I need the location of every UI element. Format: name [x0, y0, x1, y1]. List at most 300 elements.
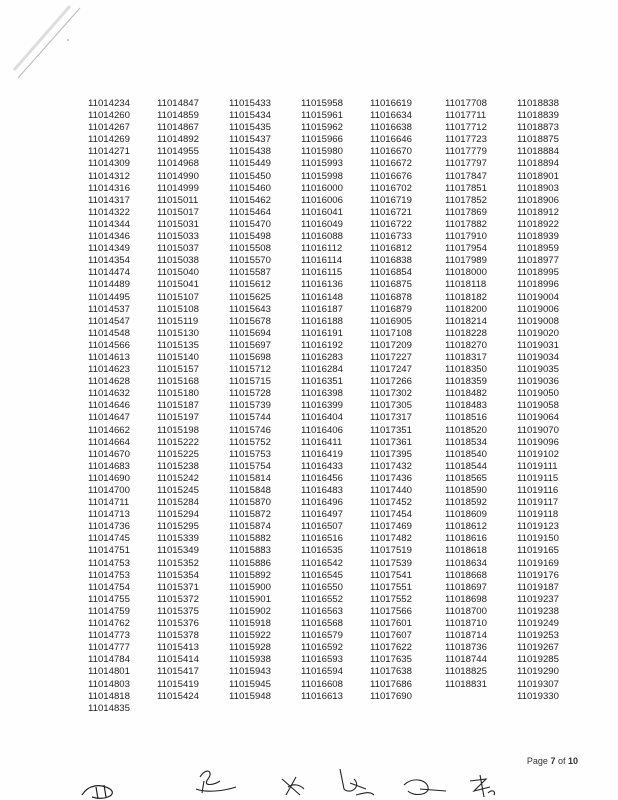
number-cell: 11015238 — [157, 460, 199, 472]
number-cell: 11018697 — [445, 581, 487, 593]
number-cell: 11019187 — [517, 581, 559, 593]
number-cell: 11017711 — [445, 110, 487, 122]
number-cell: 11015222 — [157, 436, 199, 448]
number-cell: 11018182 — [445, 291, 487, 303]
number-cell: 11017910 — [445, 231, 487, 243]
number-cell: 11019150 — [517, 533, 559, 545]
number-cell: 11014955 — [157, 146, 199, 158]
signature-6 — [470, 775, 495, 797]
number-column — [445, 98, 517, 715]
number-cell: 11015922 — [229, 630, 271, 642]
number-cell: 11017395 — [370, 448, 412, 460]
number-cell: 11018214 — [445, 315, 487, 327]
number-cell: 11015376 — [157, 618, 199, 630]
number-cell: 11015413 — [157, 642, 199, 654]
number-cell: 11017209 — [370, 339, 412, 351]
number-cell: 11016456 — [301, 472, 343, 484]
number-cell: 11014646 — [88, 400, 130, 412]
number-cell: 11015612 — [229, 279, 271, 291]
number-cell: 11015753 — [229, 448, 271, 460]
number-cell: 11019249 — [517, 618, 559, 630]
number-cell: 11017539 — [370, 557, 412, 569]
number-cell: 11017723 — [445, 134, 487, 146]
number-cell: 11015040 — [157, 267, 199, 279]
number-cell: 11014968 — [157, 158, 199, 170]
number-cell: 11016535 — [301, 545, 343, 557]
number-cell: 11019238 — [517, 605, 559, 617]
number-cell: 11019307 — [517, 678, 559, 690]
number-cell: 11017779 — [445, 146, 487, 158]
number-cell: 11014777 — [88, 642, 130, 654]
number-cell: 11018516 — [445, 412, 487, 424]
number-cell: 11017551 — [370, 581, 412, 593]
number-cell: 11014773 — [88, 630, 130, 642]
number-cell: 11015848 — [229, 485, 271, 496]
number-cell: 11016579 — [301, 630, 343, 642]
number-cell: 11015883 — [229, 545, 271, 557]
signature-3 — [282, 777, 304, 795]
number-cell: 11018668 — [445, 569, 487, 581]
number-cell: 11016550 — [301, 581, 343, 593]
number-cell: 11015882 — [229, 533, 271, 545]
number-cell: 11018959 — [517, 243, 559, 255]
number-cell: 11017552 — [370, 593, 412, 605]
number-cell: 11016191 — [301, 327, 343, 339]
number-cell: 11014613 — [88, 351, 130, 363]
number-cell: 11016112 — [301, 243, 343, 255]
number-cell: 11017361 — [370, 436, 412, 448]
number-cell: 11014547 — [88, 315, 130, 327]
number-cell: 11017607 — [370, 630, 412, 642]
number-cell: 11019102 — [517, 448, 559, 460]
number-cell: 11019070 — [517, 424, 559, 436]
number-cell: 11016719 — [370, 194, 412, 206]
number-cell: 11016875 — [370, 279, 412, 291]
number-cell: 11019285 — [517, 654, 559, 666]
number-cell: 11015980 — [301, 146, 343, 158]
number-cell: 11017601 — [370, 618, 412, 630]
number-column — [301, 98, 370, 715]
number-cell: 11014690 — [88, 472, 130, 484]
number-cell: 11019118 — [517, 509, 559, 521]
number-cell: 11015450 — [229, 170, 271, 182]
number-cell: 11018825 — [445, 666, 487, 678]
number-cell: 11019267 — [517, 642, 559, 654]
number-cell: 11014713 — [88, 509, 130, 521]
number-cell: 11015414 — [157, 654, 199, 666]
number-cell: 11019253 — [517, 630, 559, 642]
number-cell: 11016545 — [301, 569, 343, 581]
number-cell: 11014344 — [88, 218, 130, 230]
number-cell: 11016905 — [370, 315, 412, 327]
number-cell: 11015587 — [229, 267, 271, 279]
number-cell: 11015945 — [229, 678, 271, 690]
number-cell: 11014847 — [157, 98, 199, 109]
page-of: of — [555, 756, 568, 766]
number-cell: 11017797 — [445, 158, 487, 170]
number-cell: 11018482 — [445, 388, 487, 400]
number-cell: 11016115 — [301, 267, 343, 279]
number-cell: 11015625 — [229, 291, 271, 303]
number-cell: 11019035 — [517, 364, 559, 376]
number-cell: 11015754 — [229, 460, 271, 472]
number-cell: 11016088 — [301, 231, 343, 243]
number-cell: 11014647 — [88, 412, 130, 424]
number-cell: 11015643 — [229, 303, 271, 315]
number-cell: 11018228 — [445, 327, 487, 339]
number-cell: 11018901 — [517, 170, 559, 182]
number-cell: 11016496 — [301, 497, 343, 509]
number-cell: 11016592 — [301, 642, 343, 654]
number-cell: 11015140 — [157, 351, 199, 363]
number-cell: 11014495 — [88, 291, 130, 303]
number-cell: 11015570 — [229, 255, 271, 267]
signature-5 — [404, 780, 446, 795]
number-cell: 11015017 — [157, 206, 199, 218]
number-cell: 11018350 — [445, 364, 487, 376]
number-cell: 11015107 — [157, 291, 199, 303]
number-cell: 11015697 — [229, 339, 271, 351]
number-cell: 11015470 — [229, 218, 271, 230]
number-cell: 11018590 — [445, 485, 487, 496]
number-cell: 11017638 — [370, 666, 412, 678]
number-cell: 11017452 — [370, 497, 412, 509]
number-cell: 11015449 — [229, 158, 271, 170]
number-cell: 11015752 — [229, 436, 271, 448]
number-cell: 11015352 — [157, 557, 199, 569]
number-cell: 11015424 — [157, 690, 199, 702]
number-cell: 11015678 — [229, 315, 271, 327]
number-cell: 11018609 — [445, 509, 487, 521]
number-cell: 11015417 — [157, 666, 199, 678]
number-cell: 11015943 — [229, 666, 271, 678]
number-cell: 11019020 — [517, 327, 559, 339]
number-cell: 11015744 — [229, 412, 271, 424]
number-cell: 11014753 — [88, 569, 130, 581]
number-cell: 11018977 — [517, 255, 559, 267]
number-cell: 11016638 — [370, 122, 412, 134]
number-cell: 11014803 — [88, 678, 130, 690]
number-cell: 11017108 — [370, 327, 412, 339]
number-cell: 11014269 — [88, 134, 130, 146]
number-cell: 11015918 — [229, 618, 271, 630]
number-cell: 11018710 — [445, 618, 487, 630]
number-cell: 11016192 — [301, 339, 343, 351]
number-cell: 11015508 — [229, 243, 271, 255]
number-cell: 11015198 — [157, 424, 199, 436]
number-cell: 11017247 — [370, 364, 412, 376]
number-cell: 11018894 — [517, 158, 559, 170]
number-cell: 11014632 — [88, 388, 130, 400]
number-cell: 11018520 — [445, 424, 487, 436]
page-label: Page — [526, 756, 551, 766]
number-cell: 11016497 — [301, 509, 343, 521]
number-cell: 11016634 — [370, 110, 412, 122]
number-cell: 11019290 — [517, 666, 559, 678]
number-cell: 11017622 — [370, 642, 412, 654]
number-cell: 11018618 — [445, 545, 487, 557]
number-cell: 11016398 — [301, 388, 343, 400]
number-cell: 11018118 — [445, 279, 487, 291]
number-cell: 11015225 — [157, 448, 199, 460]
number-cell: 11017302 — [370, 388, 412, 400]
number-cell: 11015712 — [229, 364, 271, 376]
number-cell: 11014762 — [88, 618, 130, 630]
number-cell: 11017690 — [370, 690, 412, 702]
number-cell: 11016593 — [301, 654, 343, 666]
number-cell: 11019111 — [517, 460, 558, 472]
number-cell: 11018744 — [445, 654, 487, 666]
number-cell: 11014260 — [88, 110, 130, 122]
number-cell: 11014271 — [88, 146, 130, 158]
number-cell: 11016187 — [301, 303, 343, 315]
number-cell: 11014818 — [88, 690, 130, 702]
number-cell: 11016646 — [370, 134, 412, 146]
number-cell: 11015901 — [229, 593, 271, 605]
number-cell: 11015928 — [229, 642, 271, 654]
number-cell: 11016351 — [301, 376, 343, 388]
number-cell: 11018939 — [517, 231, 559, 243]
number-cell: 11018200 — [445, 303, 487, 315]
number-cell: 11014759 — [88, 605, 130, 617]
number-cell: 11017482 — [370, 533, 412, 545]
number-cell: 11017440 — [370, 485, 412, 496]
number-cell: 11014867 — [157, 122, 199, 134]
number-cell: 11016672 — [370, 158, 412, 170]
number-cell: 11015011 — [157, 194, 199, 206]
number-cell: 11017266 — [370, 376, 412, 388]
number-cell: 11015197 — [157, 412, 199, 424]
number-cell: 11018359 — [445, 376, 487, 388]
number-cell: 11019116 — [517, 485, 559, 496]
number-cell: 11017852 — [445, 194, 487, 206]
number-cell: 11015938 — [229, 654, 271, 666]
number-cell: 11018714 — [445, 630, 487, 642]
number-cell: 11018922 — [517, 218, 559, 230]
number-cell: 11015354 — [157, 569, 199, 581]
number-cell: 11018884 — [517, 146, 559, 158]
number-cell: 11016619 — [370, 98, 412, 109]
number-column — [517, 98, 577, 715]
number-cell: 11016879 — [370, 303, 412, 315]
number-cell: 11017227 — [370, 351, 412, 363]
number-cell: 11018634 — [445, 557, 487, 569]
number-cell: 11015962 — [301, 122, 343, 134]
number-cell: 11018000 — [445, 267, 487, 279]
number-cell: 11018534 — [445, 436, 487, 448]
number-cell: 11015433 — [229, 98, 271, 109]
number-cell: 11018270 — [445, 339, 487, 351]
number-cell: 11014664 — [88, 436, 130, 448]
number-cell: 11016721 — [370, 206, 412, 218]
number-cell: 11015033 — [157, 231, 199, 243]
number-cell: 11019165 — [517, 545, 559, 557]
number-cell: 11015168 — [157, 376, 199, 388]
number-cell: 11014784 — [88, 654, 130, 666]
number-cell: 11015339 — [157, 533, 199, 545]
number-cell: 11018873 — [517, 122, 559, 134]
number-cell: 11016041 — [301, 206, 343, 218]
number-cell: 11019034 — [517, 351, 559, 363]
number-cell: 11015378 — [157, 630, 199, 642]
number-cell: 11018839 — [517, 110, 559, 122]
number-cell: 11019096 — [517, 436, 559, 448]
number-cell: 11018592 — [445, 497, 487, 509]
number-cell: 11015462 — [229, 194, 271, 206]
number-cell: 11015739 — [229, 400, 271, 412]
number-cell: 11017454 — [370, 509, 412, 521]
number-cell: 11017712 — [445, 122, 487, 134]
number-cell: 11017519 — [370, 545, 412, 557]
number-cell: 11015130 — [157, 327, 199, 339]
number-cell: 11016702 — [370, 182, 412, 194]
number-cell: 11016433 — [301, 460, 343, 472]
number-cell: 11014316 — [88, 182, 130, 194]
number-cell: 11018700 — [445, 605, 487, 617]
number-cell: 11015814 — [229, 472, 271, 484]
number-cell: 11015694 — [229, 327, 271, 339]
number-cell: 11017351 — [370, 424, 412, 436]
number-cell: 11017882 — [445, 218, 487, 230]
number-cell: 11017635 — [370, 654, 412, 666]
number-cell: 11016594 — [301, 666, 343, 678]
number-cell: 11014755 — [88, 593, 130, 605]
number-cell: 11018831 — [445, 678, 487, 690]
number-cell: 11016613 — [301, 690, 343, 702]
number-cell: 11018317 — [445, 351, 487, 363]
number-cell: 11015294 — [157, 509, 199, 521]
number-cell: 11016878 — [370, 291, 412, 303]
number-cell: 11016000 — [301, 182, 343, 194]
number-cell: 11017989 — [445, 255, 487, 267]
number-cell: 11014317 — [88, 194, 130, 206]
number-cell: 11016419 — [301, 448, 343, 460]
number-cell: 11015295 — [157, 521, 199, 533]
number-cell: 11015242 — [157, 472, 199, 484]
number-cell: 11019123 — [517, 521, 559, 533]
number-cell: 11015435 — [229, 122, 271, 134]
number-cell: 11016608 — [301, 678, 343, 690]
number-cell: 11015180 — [157, 388, 199, 400]
number-cell: 11018906 — [517, 194, 559, 206]
number-cell: 11019008 — [517, 315, 559, 327]
number-cell: 11018544 — [445, 460, 487, 472]
number-cell: 11015038 — [157, 255, 199, 267]
number-cell: 11015464 — [229, 206, 271, 218]
number-cell: 11014628 — [88, 376, 130, 388]
number-cell: 11017432 — [370, 460, 412, 472]
number-cell: 11017469 — [370, 521, 412, 533]
number-cell: 11016136 — [301, 279, 343, 291]
number-cell: 11014736 — [88, 521, 130, 533]
page-fold-mark — [0, 0, 90, 90]
number-cell: 11014745 — [88, 533, 130, 545]
number-cell: 11019036 — [517, 376, 559, 388]
number-cell: 11017541 — [370, 569, 412, 581]
number-cell: 11014711 — [88, 497, 130, 509]
number-cell: 11015135 — [157, 339, 199, 351]
number-cell: 11014683 — [88, 460, 130, 472]
number-cell: 11014322 — [88, 206, 130, 218]
number-cell: 11015157 — [157, 364, 199, 376]
number-cell: 11017869 — [445, 206, 487, 218]
number-cell: 11016049 — [301, 218, 343, 230]
number-cell: 11016411 — [301, 436, 343, 448]
number-cell: 11018616 — [445, 533, 487, 545]
number-column — [157, 98, 229, 715]
signature-1 — [82, 785, 112, 799]
page-current: 7 — [550, 756, 556, 766]
number-cell: 11015437 — [229, 134, 271, 146]
number-cell: 11015728 — [229, 388, 271, 400]
number-cell: 11014548 — [88, 327, 130, 339]
number-cell: 11017686 — [370, 678, 412, 690]
number-cell: 11019004 — [517, 291, 559, 303]
signature-4 — [340, 769, 374, 795]
number-cell: 11019058 — [517, 400, 559, 412]
number-cell: 11016733 — [370, 231, 412, 243]
number-cell: 11015419 — [157, 678, 199, 690]
number-cell: 11016568 — [301, 618, 343, 630]
number-cell: 11015993 — [301, 158, 343, 170]
number-cell: 11018612 — [445, 521, 487, 533]
number-cell: 11015998 — [301, 170, 343, 182]
number-cell: 11016148 — [301, 291, 343, 303]
number-cell: 11017954 — [445, 243, 487, 255]
number-cell: 11015372 — [157, 593, 199, 605]
number-cell: 11018996 — [517, 279, 559, 291]
number-cell: 11015438 — [229, 146, 271, 158]
number-cell: 11019115 — [517, 472, 559, 484]
number-cell: 11014349 — [88, 243, 130, 255]
number-cell: 11018736 — [445, 642, 487, 654]
number-cell: 11017436 — [370, 472, 412, 484]
number-cell: 11019176 — [517, 569, 559, 581]
number-cell: 11014474 — [88, 267, 130, 279]
number-cell: 11015375 — [157, 605, 199, 617]
number-cell: 11015498 — [229, 231, 271, 243]
number-cell: 11019330 — [517, 690, 559, 702]
number-cell: 11016722 — [370, 218, 412, 230]
number-cell: 11015041 — [157, 279, 199, 291]
number-cell: 11014670 — [88, 448, 130, 460]
number-cell: 11014751 — [88, 545, 130, 557]
number-cell: 11016854 — [370, 267, 412, 279]
number-cell: 11014999 — [157, 182, 199, 194]
number-cell: 11014835 — [88, 702, 130, 714]
number-cell: 11015900 — [229, 581, 271, 593]
number-cell: 11016284 — [301, 364, 343, 376]
number-cell: 11017305 — [370, 400, 412, 412]
number-cell: 11016542 — [301, 557, 343, 569]
number-cell: 11017708 — [445, 98, 487, 109]
number-cell: 11015349 — [157, 545, 199, 557]
number-cell: 11016114 — [301, 255, 343, 267]
number-cell: 11015187 — [157, 400, 199, 412]
number-cell: 11014346 — [88, 231, 130, 243]
number-cell: 11018903 — [517, 182, 559, 194]
number-cell: 11015037 — [157, 243, 199, 255]
number-cell: 11018875 — [517, 134, 559, 146]
number-cell: 11019237 — [517, 593, 559, 605]
number-column — [370, 98, 445, 715]
number-cell: 11015284 — [157, 497, 199, 509]
number-cell: 11017566 — [370, 605, 412, 617]
number-cell: 11016406 — [301, 424, 343, 436]
number-cell: 11016812 — [370, 243, 412, 255]
number-cell: 11015948 — [229, 690, 271, 702]
number-cell: 11014754 — [88, 581, 130, 593]
